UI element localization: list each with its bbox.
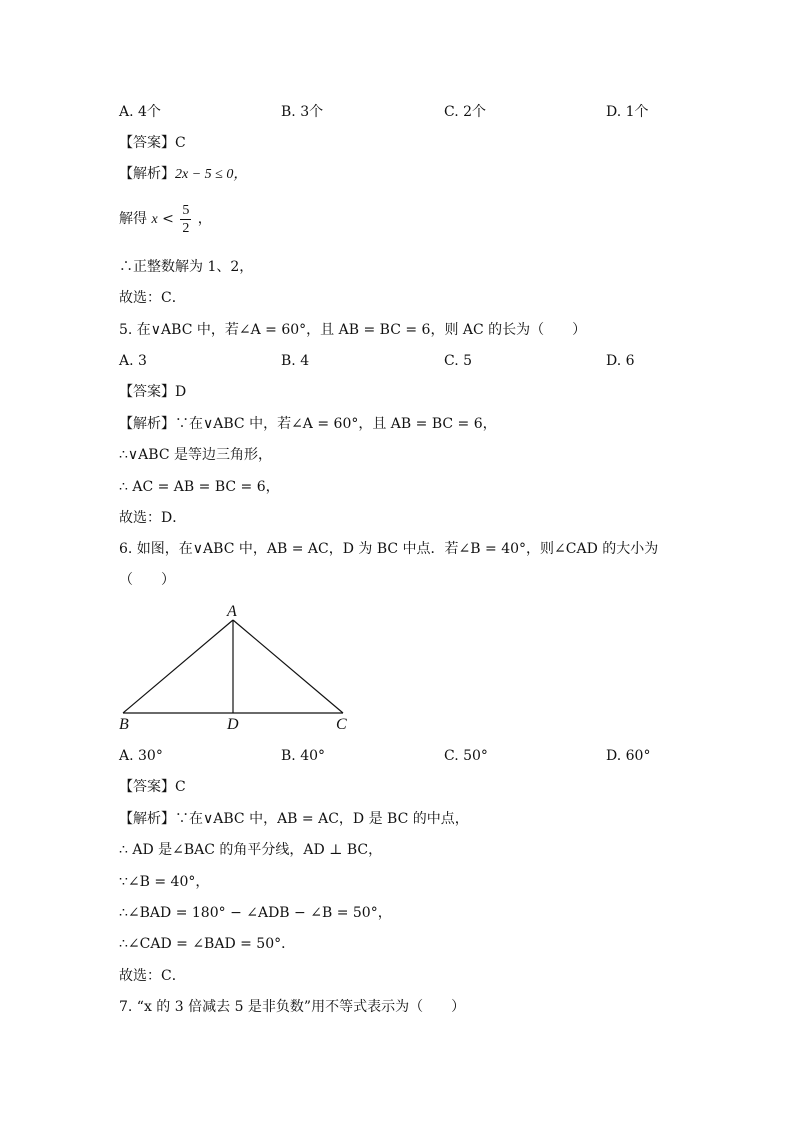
q4-frac-den: 2: [182, 220, 190, 236]
q4-fraction: [180, 202, 191, 237]
triangle-figure: [110, 598, 360, 736]
q5-option-b: B. 4: [281, 353, 310, 369]
q4-option-c: C. 2个: [444, 104, 487, 120]
q5-analysis: 【解析】∵在∨ABC 中，若∠A = 60°，且 AB = BC = 6，: [119, 416, 497, 432]
less-than-symbol: <: [162, 211, 174, 227]
q6-step2: ∵∠B = 40°，: [119, 874, 210, 890]
q6-option-c: C. 50°: [444, 748, 488, 764]
q4-option-b: B. 3个: [281, 104, 324, 120]
q5-step2: ∴ AC = AB = BC = 6，: [119, 479, 280, 495]
q6-stem: 6. 如图，在∨ABC 中，AB = AC，D 为 BC 中点．若∠B = 40°，则∠CAD 的大小为: [119, 541, 659, 557]
side-ab: [123, 620, 233, 713]
q6-analysis: 【解析】∵在∨ABC 中，AB = AC，D 是 BC 的中点，: [119, 811, 469, 827]
q4-analysis: [119, 164, 247, 185]
q4-answer: 【答案】C: [119, 135, 186, 151]
q4-solve-prefix: 解得: [119, 211, 147, 227]
q4-analysis-label: 【解析】: [119, 166, 175, 182]
q5-option-d: D. 6: [606, 353, 635, 369]
q5-option-c: C. 5: [444, 353, 473, 369]
label-b: B: [119, 716, 129, 733]
label-d: D: [227, 716, 239, 733]
q4-option-a: A. 4个: [119, 104, 161, 120]
q6-step4: ∴∠CAD = ∠BAD = 50°．: [119, 936, 296, 952]
q4-positive-ints: ∴正整数解为 1、2，: [119, 259, 254, 275]
q6-option-a: A. 30°: [119, 748, 163, 764]
q6-option-b: B. 40°: [281, 748, 326, 764]
q6-step3: ∴∠BAD = 180° − ∠ADB − ∠B = 50°，: [119, 905, 392, 921]
q4-solve: [119, 199, 212, 240]
q5-choose: 故选：D．: [119, 510, 187, 526]
q4-option-d: D. 1个: [606, 104, 649, 120]
q6-step1: ∴ AD 是∠BAC 的角平分线，AD ⊥ BC，: [119, 842, 383, 858]
q6-answer: 【答案】C: [119, 779, 186, 795]
q4-frac-num: 5: [182, 202, 190, 218]
q4-analysis-expr: 2x − 5 ≤ 0，: [175, 167, 248, 182]
q4-solve-suffix: ，: [197, 211, 212, 227]
q4-solve-var: x: [151, 212, 158, 227]
q6-stem-cont: （ ）: [119, 572, 175, 588]
q5-stem: 5. 在∨ABC 中，若∠A = 60°，且 AB = BC = 6，则 AC 的长为（ ）: [119, 322, 587, 338]
label-a: A: [227, 603, 237, 620]
q5-answer: 【答案】D: [119, 384, 187, 400]
q7-stem: 7. “x 的 3 倍减去 5 是非负数”用不等式表示为（ ）: [119, 999, 466, 1015]
label-c: C: [336, 716, 347, 733]
q6-option-d: D. 60°: [606, 748, 651, 764]
q5-step1: ∴∨ABC 是等边三角形，: [119, 447, 272, 463]
side-ac: [233, 620, 343, 713]
q5-option-a: A. 3: [119, 353, 147, 369]
q4-choose: 故选：C．: [119, 290, 186, 306]
q6-choose: 故选：C．: [119, 968, 186, 984]
